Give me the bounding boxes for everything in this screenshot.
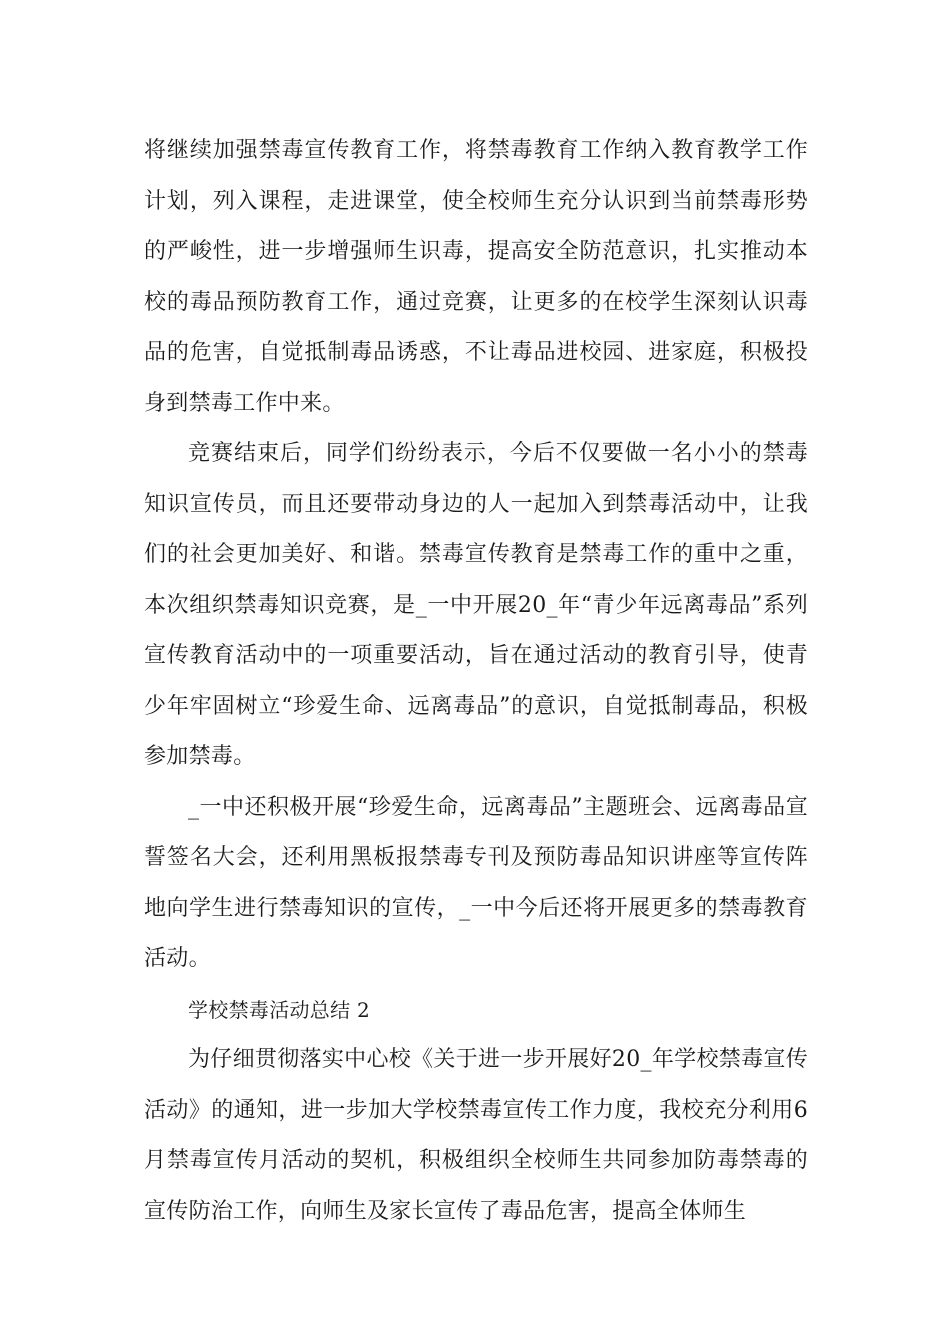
- paragraph-2: 竞赛结束后，同学们纷纷表示，今后不仅要做一名小小的禁毒知识宣传员，而且还要带动身边的人一起加入到禁毒活动中，让我们的社会更加美好、和谐。禁毒宣传教育是禁毒工作的重中之重，本次组织禁毒知识竞赛，是_一中开展20_年“青少年远离毒品”系列宣传教育活动中的一项重要活动，旨在通过活动的教育引导，使青少年牢固树立“珍爱生命、远离毒品”的意识，自觉抵制毒品，积极参加禁毒。: [144, 441, 808, 769]
- paragraph-3: _一中还积极开展“珍爱生命，远离毒品”主题班会、远离毒品宣誓签名大会，还利用黑板报禁毒专刊及预防毒品知识讲座等宣传阵地向学生进行禁毒知识的宣传，_一中今后还将开展更多的禁毒教育活动。: [144, 794, 808, 971]
- paragraph-4: 为仔细贯彻落实中心校《关于进一步开展好20_年学校禁毒宣传活动》的通知，进一步加大学校禁毒宣传工作力度，我校充分利用6月禁毒宣传月活动的契机，积极组织全校师生共同参加防毒禁毒的宣传防治工作，向师生及家长宣传了毒品危害，提高全体师生: [144, 1047, 808, 1224]
- section-heading: 学校禁毒活动总结 2: [188, 997, 371, 1022]
- paragraph-1: 将继续加强禁毒宣传教育工作，将禁毒教育工作纳入教育教学工作计划，列入课程，走进课堂，使全校师生充分认识到当前禁毒形势的严峻性，进一步增强师生识毒，提高安全防范意识，扎实推动本校的毒品预防教育工作，通过竞赛，让更多的在校学生深刻认识毒品的危害，自觉抵制毒品诱惑，不让毒品进校园、进家庭，积极投身到禁毒工作中来。: [144, 138, 808, 416]
- document-body: [144, 126, 808, 1237]
